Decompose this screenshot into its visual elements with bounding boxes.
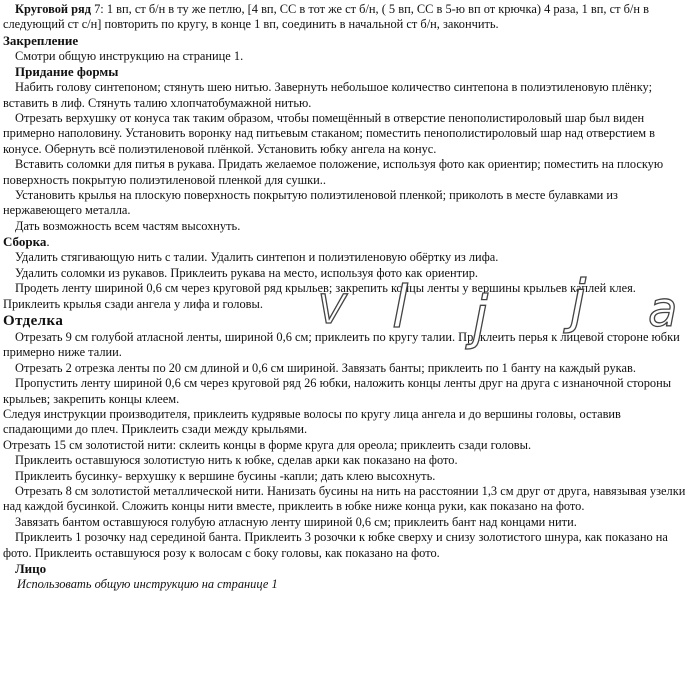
heading-assembly [3,234,687,250]
watermark-letter-5: a [648,282,678,338]
paragraph-finishing-3: Пропустить ленту шириной 0,6 см через круговой ряд 26 юбки, наложить концы ленты друг на друга с изнаночной стороны крыльев; закрепить концы клеем. [3,376,672,406]
watermark-letter-3: j [472,283,489,351]
paragraph-finishing-1: Отрезать 9 см голубой атласной ленты, шириной 0,6 см; приклеить по кругу талии. Приклеить перья к лицевой стороне юбки примерно ниже талии. [3,329,680,360]
paragraph-fastening: Смотри общую инструкцию на странице 1. [15,48,244,63]
heading-assembly-text: Сборка [3,234,47,250]
paragraph-shaping-2: Отрезать верхушку от конуса так таким образом, чтобы помещённый в отверстие пенополистироловый шар был виден примерно наполовину. Установить воронку над питьевым стаканом; поместить пенополистироловый шар над отверстием в конусе. Обернуть всё полиэтиленовой плёнкой. Установить юбку ангела на конус. [3,111,656,156]
heading-shaping: Придание формы [15,64,119,80]
watermark-letter-2: l [392,273,409,341]
heading-fastening: Закрепление [3,32,79,48]
paragraph-finishing-10: Приклеить 1 розочку над серединой банта. Приклеить 3 розочки к юбке сверху и снизу золотистого шнура, как показано на фото. Приклеить оставшуюся розу к волосам с боку головы, как показано на фото. [3,530,668,560]
paragraph-round-row-7 [3,2,687,33]
paragraph-finishing-9: Завязать бантом оставшуюся голубую атласную ленту шириной 0,6 см; приклеить бант над концами нити. [15,514,577,529]
heading-assembly-dot: . [46,234,50,250]
round-row-label: Круговой ряд [15,2,92,16]
paragraph-shaping-1: Набить голову синтепоном; стянуть шею нитью. Завернуть небольшое количество синтепона в полиэтиленовую плёнку; вставить в лиф. Стянуть талию хлопчатобумажной нитью. [3,80,653,110]
paragraph-face: Использовать общую инструкцию на странице 1 [17,577,278,591]
paragraph-finishing-5: Отрезать 15 см золотистой нити: склеить концы в форме круга для ореола; приклеить сзади головы. [3,437,532,452]
paragraph-finishing-6: Приклеить оставшуюся золотистую нить к юбке, сделав арки как показано на фото. [15,453,458,468]
heading-face: Лицо [15,561,47,576]
paragraph-shaping-3: Вставить соломки для питья в рукава. Придать желаемое положение, используя фото как ориентир; поместить на плоскую поверхность покрытую полиэтиленовой пленкой для сушки.. [3,157,664,187]
paragraph-assembly-2: Удалить соломки из рукавов. Приклеить рукава на место, используя фото как ориентир. [15,265,478,280]
paragraph-finishing-8: Отрезать 8 см золотистой металлической нити. Нанизать бусины на нить на расстоянии 1,3 см друг от друга, навязывая узелки над каждой бусинкой. Сложить концы нити вместе, приклеить в юбке ниже конца руки, как показано на фото. [3,483,686,514]
round-row-text: 7: 1 вп, ст б/н в ту же петлю, [4 вп, СС в тот же ст б/н, ( 5 вп, СС в 5-ю вп от крючка) 4 раза, 1 вп, ст б/н в следующий ст с/н] повторить по кругу, в конце 1 вп, соединить в начальной ст б/н, закончить. [3,2,649,32]
watermark-letter-4: j [570,267,587,335]
paragraph-finishing-2: Отрезать 2 отрезка ленты по 20 см длиной и 0,6 см шириной. Завязать банты; приклеить по 1 банту на каждый рукав. [15,360,636,375]
heading-finishing: Отделка [3,312,64,329]
paragraph-finishing-4: Следуя инструкции производителя, приклеить кудрявые волосы по кругу лица ангела и до вершины головы, оставив спадающими до плеч. Приклеить сзади между крыльями. [3,406,621,437]
paragraph-assembly-3: Продеть ленту шириной 0,6 см через круговой ряд крыльев; закрепить концы ленты у вершины крыльев каплей клея. Приклеить крылья сзади ангела у лифа и головы. [3,281,636,311]
paragraph-shaping-5: Дать возможность всем частям высохнуть. [15,218,241,233]
paragraph-shaping-4: Установить крылья на плоскую поверхность покрытую полиэтиленовой пленкой; приколоть в месте булавками из нержавеющего металла. [3,188,618,218]
document-page [3,2,687,592]
paragraph-finishing-7: Приклеить бусинку- верхушку к вершине бусины -капли; дать клею высохнуть. [15,468,436,483]
watermark-letter-1: V [318,287,346,333]
paragraph-assembly-1: Удалить стягивающую нить с талии. Удалить синтепон и полиэтиленовую обёртку из лифа. [15,250,499,265]
